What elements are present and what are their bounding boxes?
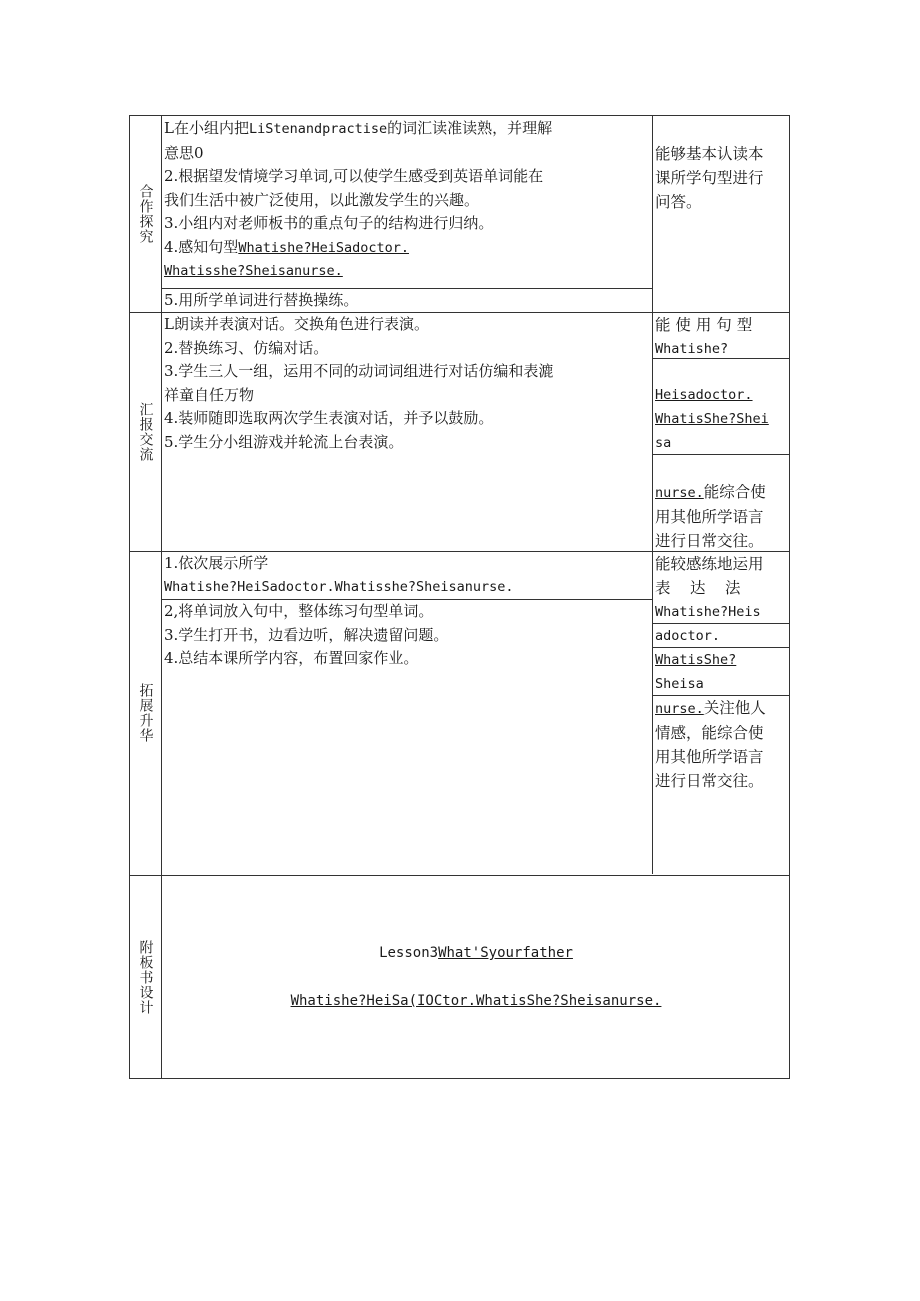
text: 的词汇读准读熟，并理解 — [387, 119, 553, 137]
sentence-pattern: Whatisshe?Sheisanurse. — [164, 263, 343, 279]
sentence-pattern: Whatishe?HeiSadoctor. — [238, 239, 409, 256]
text: 能综合使 — [703, 483, 766, 501]
lesson-plan-table — [129, 115, 790, 1079]
text: 关注他人 — [703, 699, 766, 717]
sentence-pattern: Whatishe?HeiSadoctor.Whatisshe?Sheisanurse. — [164, 578, 514, 595]
goal-line: WhatisShe? — [655, 652, 737, 668]
sentence-pattern: nurse. — [655, 485, 704, 501]
stage-label-text: 拓展升华 — [137, 683, 154, 743]
cooperate-activities — [162, 117, 651, 284]
goal-line — [655, 480, 788, 505]
report-activities — [162, 313, 651, 454]
extend-goal-c — [653, 648, 790, 696]
activity-line: 祥童自任万物 — [164, 385, 255, 404]
report-goal-a — [653, 313, 790, 361]
goal-line — [655, 696, 788, 721]
stage-label-text: 汇报交流 — [137, 401, 154, 462]
activity-line: 3.学生打开书，边看边听，解决遗留问题。 — [164, 625, 449, 644]
activity-line: 3.学生三人一组，运用不同的动词词组进行对话仿编和表漉 — [164, 362, 554, 380]
extend-activity-1 — [162, 552, 651, 599]
goal-line: 用其他所学语言 — [655, 748, 764, 766]
extend-goal-d — [653, 696, 790, 793]
cooperate-goal — [653, 142, 790, 214]
activity-line: 5.用所学单词进行替换操练。 — [164, 291, 359, 309]
text: 4.感知句型 — [164, 237, 239, 256]
stage-label-text: 合作探究 — [137, 184, 154, 244]
goal-line: 能够基本认读本 — [655, 145, 764, 163]
goal-line: 能 使 用 句 型 — [655, 316, 753, 334]
row-divider — [130, 875, 789, 876]
goal-line: 情感，能综合使 — [655, 724, 764, 742]
goal-line: Heisadoctor. — [655, 387, 753, 403]
goal-line: Whatishe? — [655, 341, 729, 357]
board-sentence-text: Whatishe?HeiSa(IOCtor.WhatisShe?Sheisanurse. — [290, 993, 662, 1009]
activity-line: 我们生活中被广泛使用，以此激发学生的兴趣。 — [164, 190, 480, 209]
board-sentence — [162, 993, 790, 1009]
extend-goal-a — [653, 552, 790, 624]
activity-line: 4.装师随即选取两次学生表演对话，并予以鼓励。 — [164, 409, 494, 427]
stage-label-text: 附板书设计 — [137, 939, 154, 1015]
activity-line: 意思0 — [164, 143, 204, 162]
activity-line: 1.依次展示所学 — [164, 554, 269, 572]
stage-label-cooperate — [130, 116, 161, 312]
stage-label-report — [130, 312, 161, 551]
english-term: LiStenandpractise — [248, 121, 388, 137]
activity-line: 3.小组内对老师板书的重点句子的结构进行归纳。 — [164, 214, 494, 232]
lesson-number: Lesson3 — [379, 945, 439, 961]
goal-line: 课所学句型进行 — [655, 169, 764, 187]
stage-label-board — [130, 875, 161, 1079]
board-title — [162, 945, 790, 961]
goal-line: WhatisShe?Shei — [655, 411, 769, 427]
report-goal-b — [653, 383, 790, 455]
activity-line — [164, 117, 649, 142]
goal-line: Whatishe?Heis — [655, 604, 761, 620]
stage-label-extend — [130, 551, 161, 875]
extend-activities — [162, 600, 651, 671]
goal-line: 进行日常交往。 — [655, 772, 764, 790]
goal-line: sa — [655, 435, 672, 451]
goal-line: 问答。 — [655, 193, 702, 211]
goal-line: 用其他所学语言 — [655, 508, 764, 526]
sentence-pattern: nurse. — [655, 701, 704, 717]
goal-line: 表 达 法 — [655, 579, 743, 597]
activity-line: 5.学生分小组游戏并轮流上台表演。 — [164, 432, 404, 451]
goal-line: 能较感练地运用 — [655, 555, 764, 573]
activity-line: 2,将单词放入句中，整体练习句型单词。 — [164, 602, 434, 620]
activity-line: 2.替换练习、仿编对话。 — [164, 338, 329, 357]
goal-line: Sheisa — [655, 676, 704, 692]
extend-goal-b — [653, 624, 790, 648]
activity-line: L朗读并表演对话。交换角色进行表演。 — [164, 315, 429, 333]
lesson-title: What'Syourfather — [438, 945, 573, 961]
activity-line: 4.总结本课所学内容，布置回家作业。 — [164, 649, 419, 667]
cooperate-activity-5 — [162, 289, 651, 313]
activity-line — [164, 236, 649, 261]
activity-line: 2.根据望发情境学习单词,可以使学生感受到英语单词能在 — [164, 167, 544, 185]
goal-line: 进行日常交往。 — [655, 532, 764, 550]
report-goal-c — [653, 480, 790, 553]
text: L在小组内把 — [164, 119, 249, 137]
goal-line: adoctor. — [655, 628, 721, 644]
